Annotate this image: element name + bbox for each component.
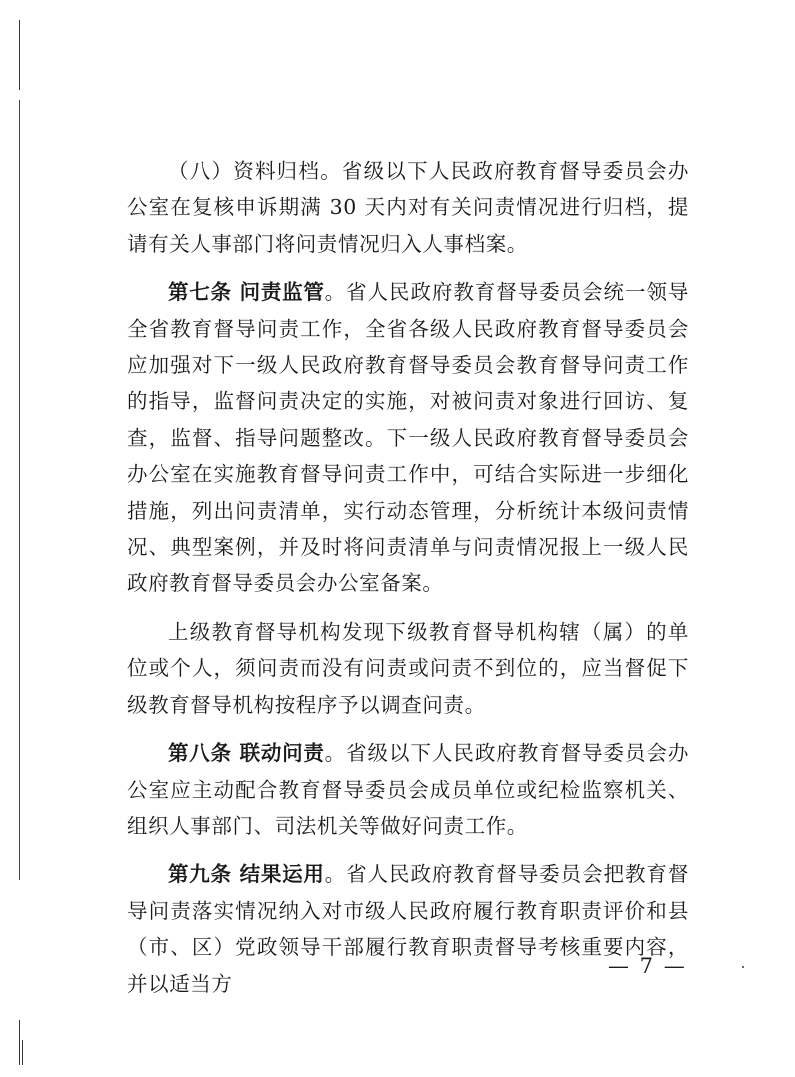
- paragraph-archiving: [127, 153, 689, 262]
- page-number: — 7 —: [608, 954, 687, 978]
- scan-edge-line: [19, 1020, 20, 1065]
- paragraph-text: 。省人民政府教育督导委员会统一领导全省教育督导问责工作，全省各级人民政府教育督导委员会应加强对下一级人民政府教育督导委员会教育督导问责工作的指导，监督问责决定的实施，对被问责对象进行回访、复查，监督、指导问题整改。下一级人民政府教育督导委员会办公室在实施教育督导问责工作中，可结合实际进一步细化措施，列出问责清单，实行动态管理，分析统计本级问责情况、典型案例，并及时将问责清单与问责情况报上一级人民政府教育督导委员会办公室备案。: [127, 280, 689, 596]
- scan-edge-line: [19, 100, 20, 880]
- article-heading: 第八条 联动问责: [168, 741, 325, 766]
- scan-edge-line: [22, 1040, 23, 1065]
- article-heading: 第七条 问责监管: [168, 280, 325, 305]
- article-heading: 第九条 结果运用: [168, 862, 325, 887]
- scan-edge-line: [19, 20, 20, 90]
- paragraph-article-8: [127, 735, 689, 844]
- scan-speck: [742, 966, 744, 968]
- paragraph-text: 。省人民政府教育督导委员会把教育督导问责落实情况纳入对市级人民政府履行教育职责评价和县（市、区）党政领导干部履行教育职责督导考核重要内容，并以适当方: [127, 862, 689, 996]
- paragraph-article-9: [127, 856, 689, 1002]
- paragraph-text: （八）资料归档。省级以下人民政府教育督导委员会办公室在复核申诉期满 30 天内对有关问责情况进行归档，提请有关人事部门将问责情况归入人事档案。: [127, 159, 689, 256]
- paragraph-text: 上级教育督导机构发现下级教育督导机构辖（属）的单位或个人，须问责而没有问责或问责不到位的，应当督促下级教育督导机构按程序予以调查问责。: [127, 619, 689, 717]
- paragraph-text: 。省级以下人民政府教育督导委员会办公室应主动配合教育督导委员会成员单位或纪检监察机关、组织人事部门、司法机关等做好问责工作。: [127, 741, 689, 838]
- paragraph-supervision: [127, 614, 689, 723]
- paragraph-article-7: [127, 274, 689, 602]
- document-body: [127, 153, 689, 1002]
